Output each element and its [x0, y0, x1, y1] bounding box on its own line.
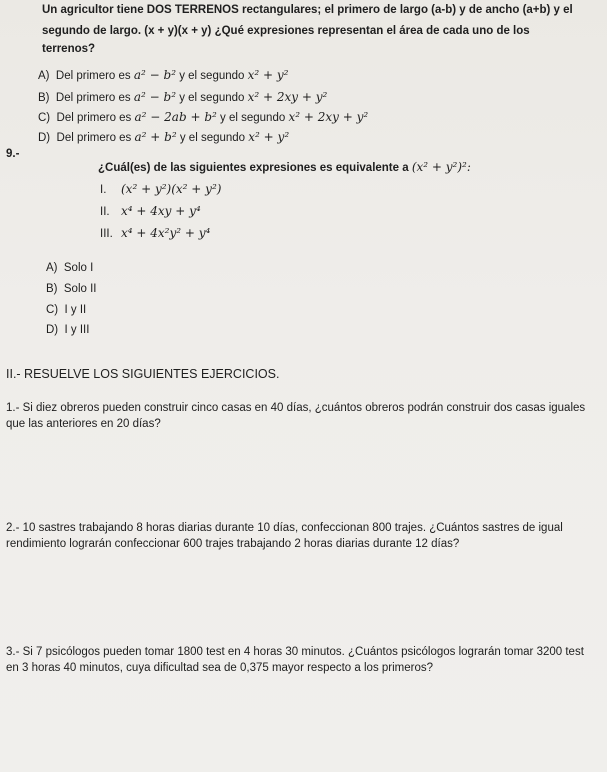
- exercise-3: 3.- Si 7 psicólogos pueden tomar 1800 test en 4 horas 30 minutos. ¿Cuántos psicólogos lograrán tomar 3200 test en 3 horas 40 minutos, cuya dificultad sea de 0,375 mayor respecto a los primeros?: [6, 646, 584, 674]
- q9-option-a: A) Solo I: [46, 262, 94, 274]
- q8-line1: Un agricultor tiene DOS TERRENOS rectangulares; el primero de largo (a-b) y de ancho (a+b) y el: [42, 4, 573, 16]
- q9-option-b: B) Solo II: [46, 283, 97, 295]
- q9-item-1-expr: (x² + y²)(x² + y²): [121, 182, 222, 196]
- exercise-1: 1.- Si diez obreros pueden construir cinco casas en 40 días, ¿cuántos obreros podrán construir dos casas iguales que las anteriores en 20 días?: [6, 402, 586, 430]
- q8-option-d: D) Del primero es a² + b² y el segundo x² + y²: [38, 130, 290, 144]
- exercise-2: 2.- 10 sastres trabajando 8 horas diarias durante 10 días, confeccionan 800 trajes. ¿Cuántos sastres de igual rendimiento lograrán confeccionar 600 trajes trabajando 2 horas diarias durante 12 días?: [6, 522, 563, 550]
- q8-option-a: A) Del primero es a² − b² y el segundo x² + y²: [38, 68, 289, 82]
- q9-item-3-numeral: III.: [100, 228, 113, 240]
- q9-item-2-numeral: II.: [100, 206, 110, 218]
- q9-item-3-expr: x⁴ + 4x²y² + y⁴: [121, 226, 211, 240]
- q9-item-2-expr: x⁴ + 4xy + y⁴: [121, 204, 201, 218]
- q9-item-1-numeral: I.: [100, 184, 107, 196]
- q9-number: 9.-: [6, 148, 20, 160]
- section-heading: II.- RESUELVE LOS SIGUIENTES EJERCICIOS.: [6, 367, 280, 381]
- q9-option-d: D) I y III: [46, 324, 90, 336]
- q8-option-b: B) Del primero es a² − b² y el segundo x² + 2xy + y²: [38, 90, 328, 104]
- q9-stem: ¿Cuál(es) de las siguientes expresiones es equivalente a (x² + y²)²:: [98, 160, 471, 174]
- q9-option-c: C) I y II: [46, 304, 87, 316]
- q8-line3: terrenos?: [42, 43, 96, 55]
- q8-line2: segundo de largo. (x + y)(x + y) ¿Qué expresiones representan el área de cada uno de los: [42, 25, 530, 37]
- q8-option-c: C) Del primero es a² − 2ab + b² y el segundo x² + 2xy + y²: [38, 110, 369, 124]
